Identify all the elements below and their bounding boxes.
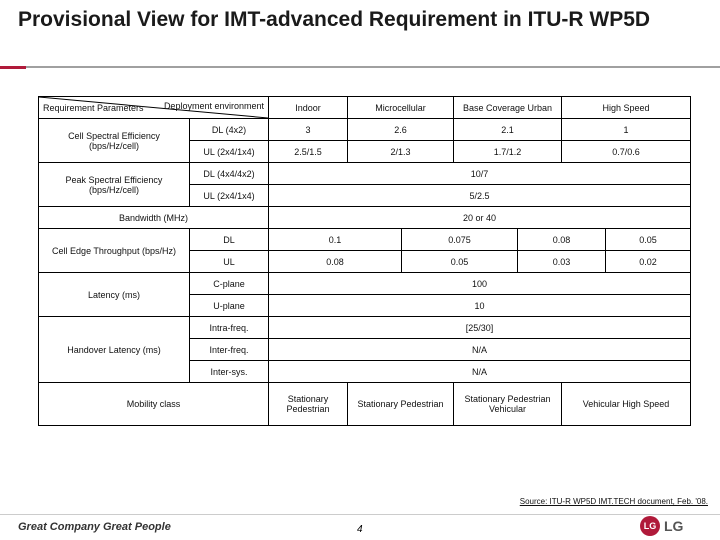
cse-ul-label: UL (2x4/1x4) (190, 141, 269, 163)
deployment-environment-label: Deployment environment (163, 101, 264, 111)
edge-ul-indoor: 0.08 (269, 251, 402, 273)
lg-logo-text: LG (664, 518, 684, 534)
page-title: Provisional View for IMT-advanced Requirement in ITU-R WP5D (18, 8, 651, 31)
cse-ul-high: 0.7/0.6 (562, 141, 691, 163)
table-row (39, 317, 691, 339)
lg-logo-icon: LG (640, 516, 660, 536)
handover-sys-value: N/A (269, 361, 691, 383)
peak-spectral-efficiency-label: Peak Spectral Efficiency (bps/Hz/cell) (39, 163, 190, 207)
requirement-parameters-label: Requirement Parameters (43, 103, 144, 113)
cse-ul-urban: 1.7/1.2 (454, 141, 562, 163)
handover-sys-label: Inter-sys. (190, 361, 269, 383)
header-base-coverage-urban: Base Coverage Urban (454, 97, 562, 119)
edge-ul-urban: 0.03 (518, 251, 606, 273)
edge-ul-label: UL (190, 251, 269, 273)
table-row (39, 229, 691, 251)
pse-dl-value: 10/7 (269, 163, 691, 185)
cse-dl-high: 1 (562, 119, 691, 141)
edge-dl-urban: 0.08 (518, 229, 606, 251)
table-row (39, 273, 691, 295)
mobility-micro: Stationary Pedestrian (348, 383, 454, 426)
footer-divider (0, 514, 720, 515)
edge-dl-high: 0.05 (606, 229, 691, 251)
header-indoor: Indoor (269, 97, 348, 119)
edge-ul-micro: 0.05 (402, 251, 518, 273)
cell-spectral-efficiency-label: Cell Spectral Efficiency (bps/Hz/cell) (39, 119, 190, 163)
latency-label: Latency (ms) (39, 273, 190, 317)
header-row (39, 97, 691, 119)
handover-inter-label: Inter-freq. (190, 339, 269, 361)
mobility-indoor: Stationary Pedestrian (269, 383, 348, 426)
cell-edge-throughput-label: Cell Edge Throughput (bps/Hz) (39, 229, 190, 273)
title-divider (0, 66, 720, 68)
latency-u-plane-value: 10 (269, 295, 691, 317)
title-accent-bar (0, 66, 26, 69)
latency-u-plane-label: U-plane (190, 295, 269, 317)
cse-dl-label: DL (4x2) (190, 119, 269, 141)
edge-dl-micro: 0.075 (402, 229, 518, 251)
bandwidth-label: Bandwidth (MHz) (39, 207, 269, 229)
table-row (39, 163, 691, 185)
page-number: 4 (357, 524, 363, 535)
mobility-high: Vehicular High Speed (562, 383, 691, 426)
table-row (39, 119, 691, 141)
mobility-class-label: Mobility class (39, 383, 269, 426)
table-row (39, 207, 691, 229)
handover-inter-value: N/A (269, 339, 691, 361)
latency-c-plane-label: C-plane (190, 273, 269, 295)
source-note: Source: ITU-R WP5D IMT.TECH document, Feb. '08. (519, 497, 708, 506)
company-slogan: Great Company Great People (18, 521, 171, 533)
table-row (39, 383, 691, 426)
requirements-table (38, 96, 691, 426)
pse-ul-label: UL (2x4/1x4) (190, 185, 269, 207)
cse-ul-indoor: 2.5/1.5 (269, 141, 348, 163)
latency-c-plane-value: 100 (269, 273, 691, 295)
header-corner-cell (39, 97, 269, 119)
cse-dl-micro: 2.6 (348, 119, 454, 141)
bandwidth-value: 20 or 40 (269, 207, 691, 229)
pse-dl-label: DL (4x4/4x2) (190, 163, 269, 185)
cse-dl-urban: 2.1 (454, 119, 562, 141)
handover-intra-value: [25/30] (269, 317, 691, 339)
header-high-speed: High Speed (562, 97, 691, 119)
edge-dl-label: DL (190, 229, 269, 251)
mobility-urban: Stationary Pedestrian Vehicular (454, 383, 562, 426)
cse-ul-micro: 2/1.3 (348, 141, 454, 163)
pse-ul-value: 5/2.5 (269, 185, 691, 207)
lg-logo (640, 515, 700, 537)
handover-intra-label: Intra-freq. (190, 317, 269, 339)
header-microcellular: Microcellular (348, 97, 454, 119)
cse-dl-indoor: 3 (269, 119, 348, 141)
edge-ul-high: 0.02 (606, 251, 691, 273)
edge-dl-indoor: 0.1 (269, 229, 402, 251)
handover-latency-label: Handover Latency (ms) (39, 317, 190, 383)
